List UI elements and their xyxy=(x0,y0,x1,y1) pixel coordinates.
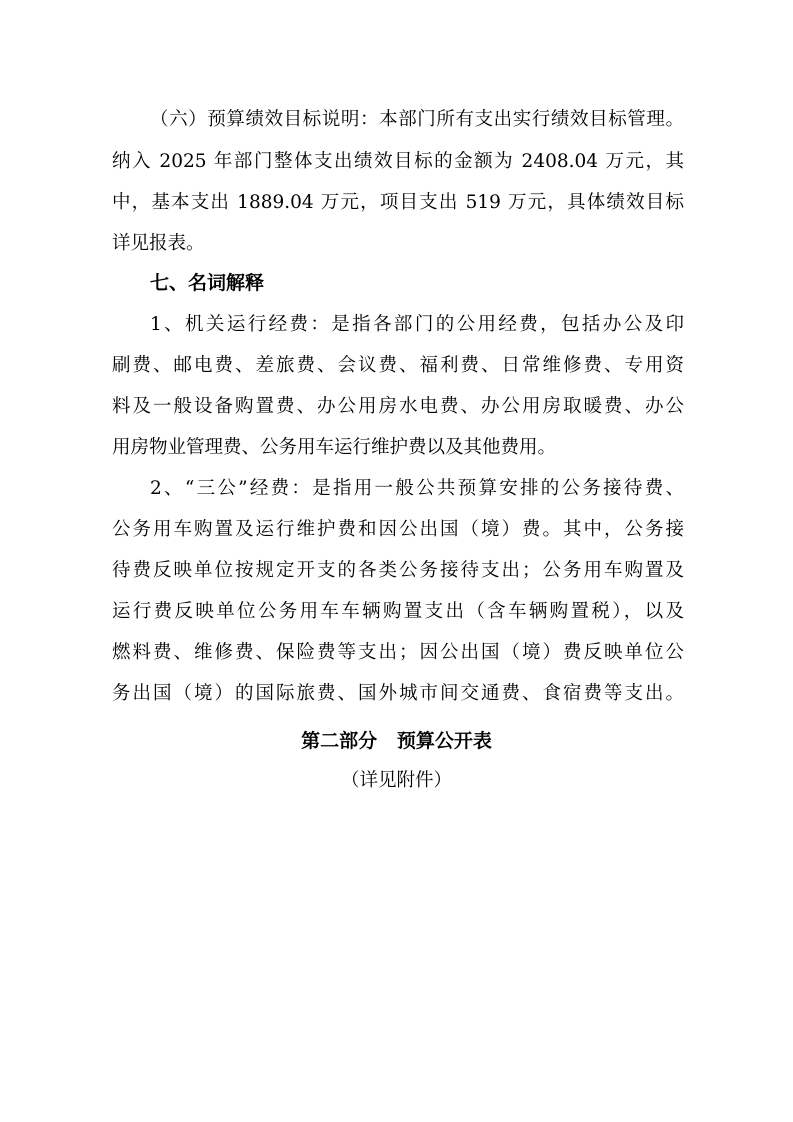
perf-paragraph-line-4: 详见报表。 xyxy=(112,233,205,254)
glossary-heading: 七、名词解释 xyxy=(150,272,265,294)
glossary-item-1-line-1: 1、机关运行经费：是指各部门的公用经费，包括办公及印 xyxy=(150,314,684,335)
glossary-item-2-line-2: 公务用车购置及运行维护费和因公出国（境）费。其中，公务接 xyxy=(112,519,684,540)
glossary-item-1-line-2: 刷费、邮电费、差旅费、会议费、福利费、日常维修费、专用资 xyxy=(112,355,684,376)
attachment-note: （详见附件） xyxy=(340,770,452,791)
glossary-item-2-line-3: 待费反映单位按规定开支的各类公务接待支出；公务用车购置及 xyxy=(112,560,684,581)
perf-paragraph-line-2: 纳入 2025 年部门整体支出绩效目标的金额为 2408.04 万元，其 xyxy=(112,151,684,172)
glossary-item-2-line-6: 务出国（境）的国际旅费、国外城市间交通费、食宿费等支出。 xyxy=(112,683,684,704)
part-two-title: 第二部分 预算公开表 xyxy=(301,730,492,752)
perf-paragraph-line-3: 中，基本支出 1889.04 万元，项目支出 519 万元，具体绩效目标 xyxy=(112,192,684,213)
glossary-item-1-line-4: 用房物业管理费、公务用车运行维护费以及其他费用。 xyxy=(112,437,557,458)
glossary-item-2-line-4: 运行费反映单位公务用车车辆购置支出（含车辆购置税），以及 xyxy=(112,601,684,622)
glossary-item-1-line-3: 料及一般设备购置费、办公用房水电费、办公用房取暖费、办公 xyxy=(112,396,684,417)
glossary-item-2-line-5: 燃料费、维修费、保险费等支出；因公出国（境）费反映单位公 xyxy=(112,642,684,663)
perf-paragraph-line-1: （六）预算绩效目标说明：本部门所有支出实行绩效目标管理。 xyxy=(150,109,684,130)
glossary-item-2-line-1: 2、“三公”经费：是指用一般公共预算安排的公务接待费、 xyxy=(150,478,684,499)
